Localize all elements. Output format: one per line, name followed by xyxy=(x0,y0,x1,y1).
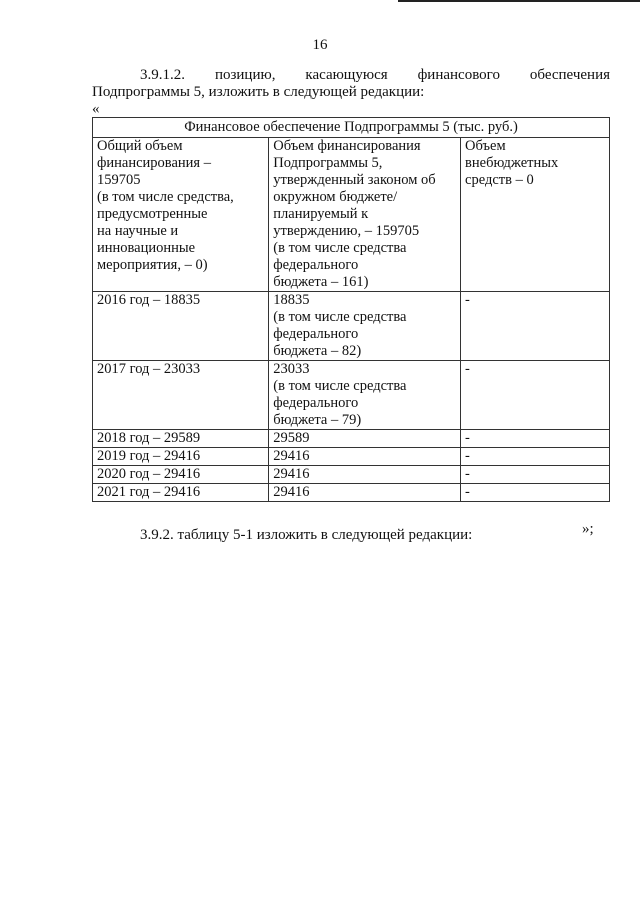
row-subprogram-amount-text: 23033 (в том числе средства федерального бюджета – 79) xyxy=(273,361,407,428)
table-header-row xyxy=(93,138,610,292)
top-rule xyxy=(398,0,640,2)
row-subprogram-amount xyxy=(269,292,461,361)
row-year-total: 2020 год – 29416 xyxy=(93,466,269,484)
row-subprogram-amount xyxy=(269,361,461,430)
header-subprogram-financing-text: Объем финансирования Подпрограммы 5, утвержденный законом об окружном бюджете/ планируемый к утверждению, – 159705 (в том числе средства федерального бюджета – 161) xyxy=(273,138,436,290)
row-subprogram-amount: 29416 xyxy=(269,448,461,466)
opening-quote: « xyxy=(92,101,100,117)
row-extrabudgetary: - xyxy=(461,430,610,448)
closing-quote: »; xyxy=(582,521,594,537)
table-row xyxy=(93,448,610,466)
intro-paragraph-line1: 3.9.1.2. позицию, касающуюся финансового обеспечения xyxy=(140,67,610,83)
header-total-financing-text: Общий объем финансирования – 159705 (в том числе средства, предусмотренные на научные и инновационные мероприятия, – 0) xyxy=(97,138,234,273)
row-extrabudgetary: - xyxy=(461,484,610,502)
row-subprogram-amount: 29416 xyxy=(269,466,461,484)
table-row xyxy=(93,430,610,448)
row-year-total: 2018 год – 29589 xyxy=(93,430,269,448)
table-title: Финансовое обеспечение Подпрограммы 5 (тыс. руб.) xyxy=(93,118,610,138)
row-subprogram-amount: 29589 xyxy=(269,430,461,448)
table-row xyxy=(93,292,610,361)
header-extrabudgetary-text: Объем внебюджетных средств – 0 xyxy=(465,138,559,188)
table-row xyxy=(93,484,610,502)
row-year-total: 2019 год – 29416 xyxy=(93,448,269,466)
row-year-total: 2017 год – 23033 xyxy=(93,361,269,430)
row-year-total: 2016 год – 18835 xyxy=(93,292,269,361)
row-year-total: 2021 год – 29416 xyxy=(93,484,269,502)
row-extrabudgetary: - xyxy=(461,466,610,484)
row-subprogram-amount-text: 18835 (в том числе средства федерального бюджета – 82) xyxy=(273,292,407,359)
table-title-row xyxy=(93,118,610,138)
row-subprogram-amount: 29416 xyxy=(269,484,461,502)
row-extrabudgetary: - xyxy=(461,361,610,430)
row-extrabudgetary: - xyxy=(461,292,610,361)
table-row xyxy=(93,466,610,484)
row-extrabudgetary: - xyxy=(461,448,610,466)
header-subprogram-financing xyxy=(269,138,461,292)
page-number: 16 xyxy=(312,37,328,53)
table-row xyxy=(93,361,610,430)
financing-table xyxy=(92,117,610,502)
header-extrabudgetary xyxy=(461,138,610,292)
intro-paragraph-line2: Подпрограммы 5, изложить в следующей редакции: xyxy=(92,84,425,100)
header-total-financing xyxy=(93,138,269,292)
next-paragraph: 3.9.2. таблицу 5-1 изложить в следующей редакции: xyxy=(140,527,473,543)
